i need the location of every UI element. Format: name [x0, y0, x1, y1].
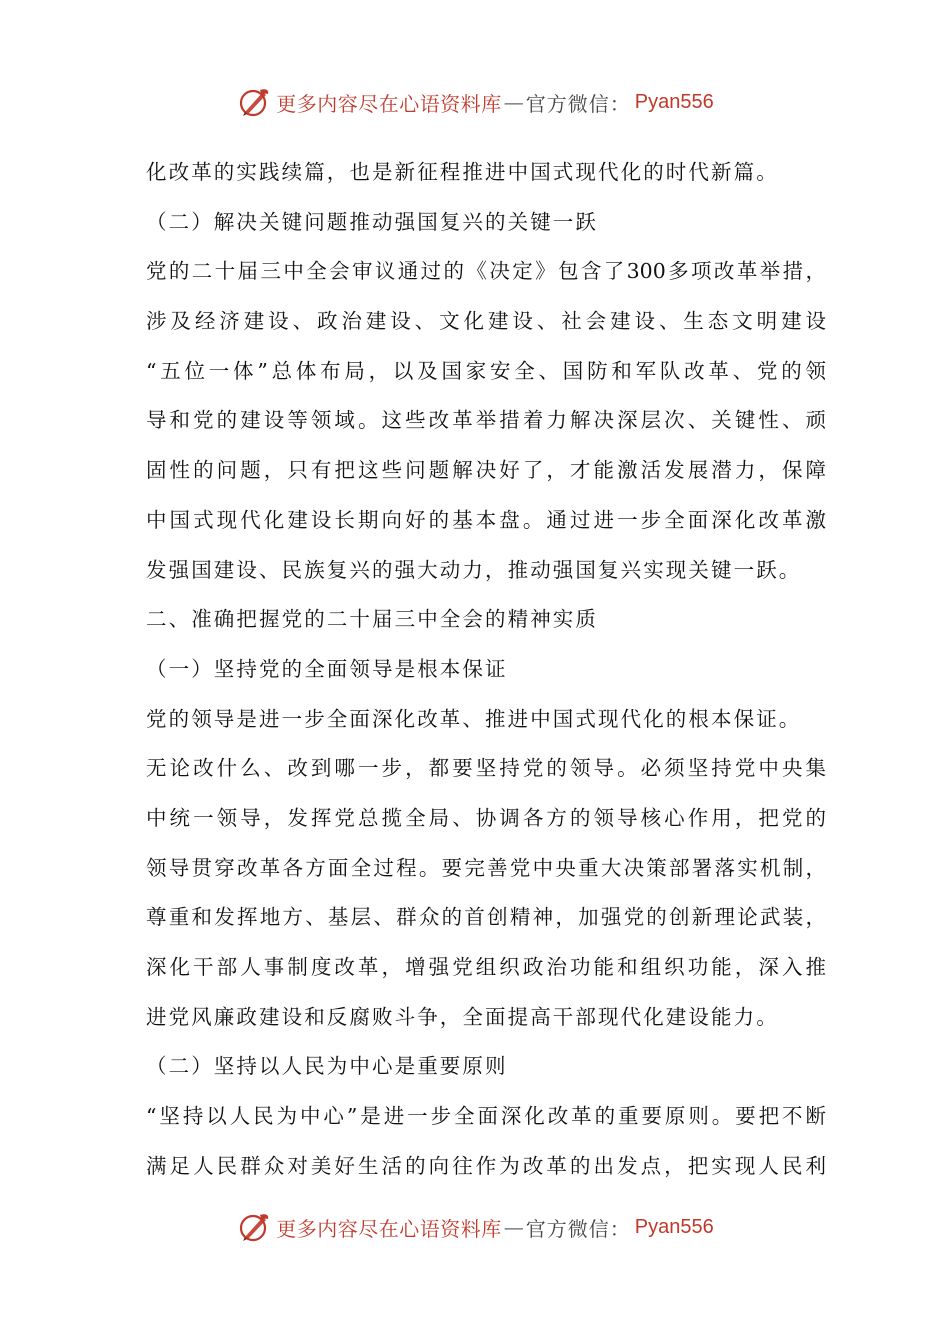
text-line: 尊重和发挥地方、基层、群众的首创精神，加强党的创新理论武装，: [146, 905, 826, 930]
text-line: 导和党的建设等领域。这些改革举措着力解决深层次、关键性、顽: [146, 408, 826, 433]
watermark-brand-text: 更多内容尽在心语资料库: [276, 1216, 502, 1241]
watermark-wechat-id: Pyan556: [634, 90, 714, 113]
section-heading: （二）坚持以人民为中心是重要原则: [146, 1054, 508, 1079]
text-line: 党的领导是进一步全面深化改革、推进中国式现代化的根本保证。: [146, 706, 802, 731]
section-heading: （二）解决关键问题推动强国复兴的关键一跃: [146, 209, 598, 234]
text-line: 无论改什么、改到哪一步，都要坚持党的领导。必须坚持党中央集: [146, 756, 826, 781]
text-line: 满足人民群众对美好生活的向往作为改革的出发点，把实现人民利: [146, 1153, 826, 1178]
watermark-brand-text: 更多内容尽在心语资料库: [276, 91, 502, 116]
header-watermark: [0, 82, 950, 122]
chapter-heading: 二、准确把握党的二十届三中全会的精神实质: [146, 607, 598, 632]
text-line: 发强国建设、民族复兴的强大动力，推动强国复兴实现关键一跃。: [146, 557, 802, 582]
watermark-wechat-label: 官方微信：: [525, 1216, 631, 1241]
text-line: 中统一领导，发挥党总揽全局、协调各方的领导核心作用，把党的: [146, 805, 826, 830]
text-line: 中国式现代化建设长期向好的基本盘。通过进一步全面深化改革激: [146, 507, 826, 532]
document-body: [146, 148, 826, 1191]
text-line: “五位一体”总体布局，以及国家安全、国防和军队改革、党的领: [146, 358, 826, 383]
watermark-wechat-label: 官方微信：: [525, 91, 631, 116]
watermark-wechat-id: Pyan556: [634, 1215, 714, 1238]
text-line: 党的二十届三中全会审议通过的《决定》包含了300多项改革举措，: [146, 259, 826, 284]
text-line: 固性的问题，只有把这些问题解决好了，才能激活发展潜力，保障: [146, 458, 826, 483]
text-line: 化改革的实践续篇，也是新征程推进中国式现代化的时代新篇。: [146, 160, 779, 184]
text-line: 涉及经济建设、政治建设、文化建设、社会建设、生态文明建设: [146, 309, 826, 334]
text-line: “坚持以人民为中心”是进一步全面深化改革的重要原则。要把不断: [146, 1104, 826, 1129]
text-line: 深化干部人事制度改革，增强党组织政治功能和组织功能，深入推: [146, 955, 826, 979]
watermark-separator: —: [503, 90, 524, 114]
quill-pen-logo-icon: [236, 1209, 272, 1245]
quill-pen-logo-icon: [236, 84, 272, 120]
text-line: 进党风廉政建设和反腐败斗争，全面提高干部现代化建设能力。: [146, 1004, 779, 1029]
section-heading: （一）坚持党的全面领导是根本保证: [146, 656, 508, 681]
text-line: 领导贯穿改革各方面全过程。要完善党中央重大决策部署落实机制，: [146, 855, 826, 880]
watermark-separator: —: [503, 1215, 524, 1239]
footer-watermark: [0, 1207, 950, 1247]
